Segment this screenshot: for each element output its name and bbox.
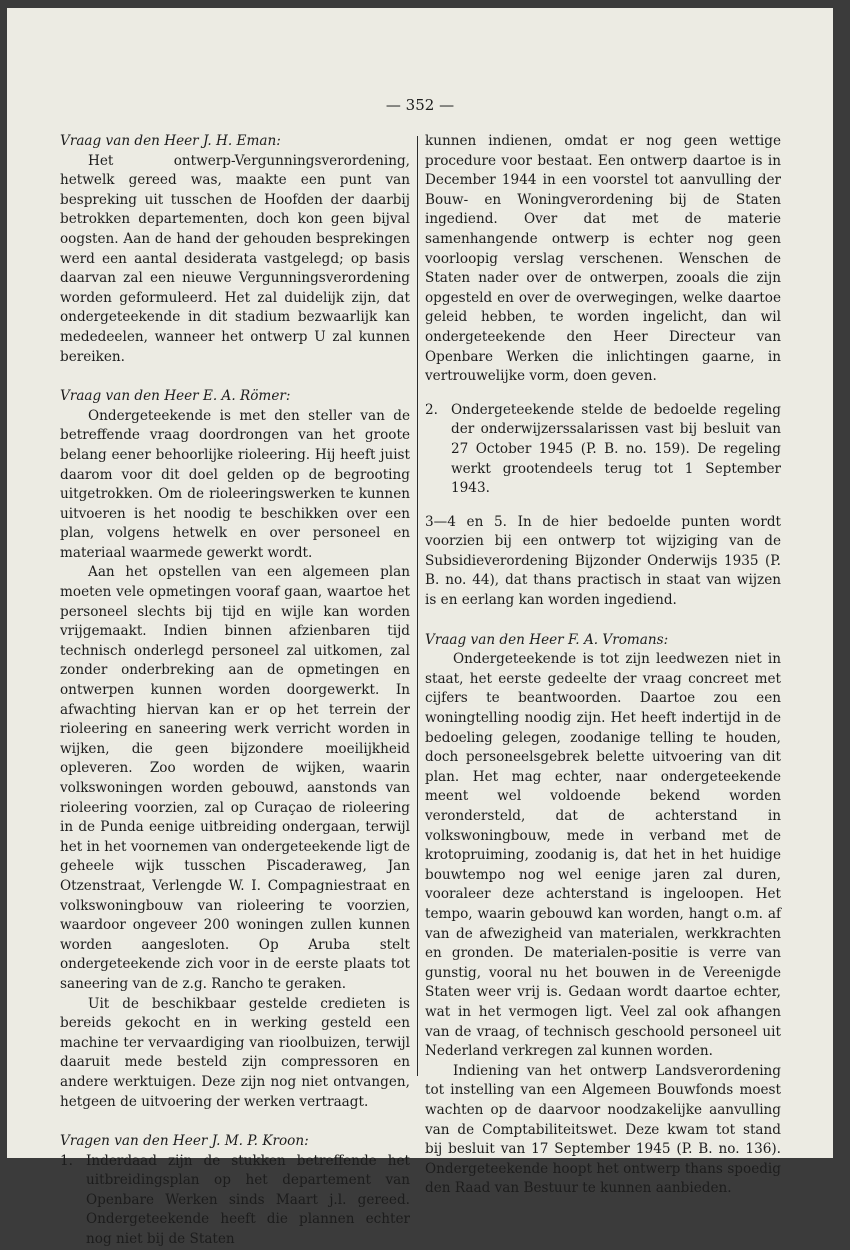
page-number: — 352 — (385, 96, 455, 114)
answer-paragraph: Ondergeteekende is tot zijn leedwezen niet in staat, het eerste gedeelte der vraag concreet met cijfers te beantwoorden. Daartoe zou een woningtelling noodig zijn. Het heeft indertijd in de bedoeling gelegen, zoodanige telling te houden, doch personeelsgebrek belette uitvoering van dit plan. Het mag echter, naar ondergeteekende meent wel voldoende bekend worden verondersteld, dat de achterstand in volkswoningbouw, mede in verband met de krotopruiming, zoodanig is, dat het in het huidige bouwtempo nog wel eenige jaren zal duren, vooraleer deze achterstand is ingeloopen. Het tempo, waarin gebouwd kan worden, hangt o.m. af van de afwezigheid van materialen, werkkrachten en gronden. De materialen-positie is verre van gunstig, vooral nu het bouwen in de Vereenigde Staten weer vrij is. Gedaan wordt daartoe echter, wat in het vermogen ligt. Veel zal ook afhangen van de vraag, of technisch geschoold personeel uit Nederland verkregen zal kunnen worden. (425, 651, 781, 1060)
answer-paragraph: Het ontwerp-Vergunningsverordening, hetwelk gereed was, maakte een punt van bespreking uit tusschen de Hoofden der daarbij betrokken departementen, doch kon geen bijval oogsten. Aan de hand der gehouden besprekingen werd een aantal desiderata vastgelegd; op basis daarvan zal een nieuwe Vergunningsverordening worden geformuleerd. Het zal duidelijk zijn, dat ondergeteekende in dit stadium bezwaarlijk kan mededeelen, wanneer het ontwerp U zal kunnen bereiken. (60, 152, 410, 365)
question-heading-romer: Vraag van den Heer E. A. Römer: (60, 388, 291, 405)
item-text: In de hier bedoelde punten wordt voorzien bij een ontwerp tot wijziging van de Subsidieverordening Bijzonder Onderwijs 1935 (P. B. no. 44), dat thans practisch in staat van wijzen is en eerlang kan worden ingediend. (425, 513, 781, 609)
answer-paragraph: Uit de beschikbaar gestelde credieten is bereids gekocht en in werking gesteld een machine ter vervaardiging van rioolbuizen, terwijl daaruit mede besteld zijn compressoren en andere werktuigen. Deze zijn nog niet ontvangen, hetgeen de uitvoering der werken vertraagt. (60, 995, 410, 1110)
question-heading-vromans: Vraag van den Heer F. A. Vromans: (425, 631, 669, 648)
document-page (7, 8, 833, 1248)
answer-paragraph: Aan het opstellen van een algemeen plan moeten vele opmetingen vooraf gaan, waartoe het personeel slechts bij tijd en wijle kan worden vrijgemaakt. Indien binnen afzienbaren tijd technisch onderlegd personeel zal uitkomen, zal zonder onderbreking aan de opmetingen en ontwerpen kunnen worden doorgewerkt. In afwachting hiervan kan er op het terrein der rioleering en saneering werk verricht worden in wijken, die geen bijzondere moeilijkheid opleveren. Zoo worden de wijken, waarin volkswoningen worden gebouwd, aanstonds van rioleering voorzien, zal op Curaçao de rioleering in de Punda eenige uitbreiding ondergaan, terwijl het in het voornemen van ondergeteekende ligt de geheele wijk tusschen Piscaderaweg, Jan Otzenstraat, Verlengde W. I. Compagniestraat en volkswoningbouw van rioleering te voorzien, waardoor ongeveer 200 woningen zullen kunnen worden aangesloten. Op Aruba stelt ondergeteekende zich voor in de eerste plaats tot saneering van de z.g. Rancho te geraken. (60, 564, 410, 992)
numbered-answer-1 (60, 1152, 410, 1250)
answer-paragraph: Ondergeteekende is met den steller van de betreffende vraag doordrongen van het groote belang eener behoorlijke rioleering. Hij heeft juist daarom voor dit doel gelden op de begrooting uitgetrokken. Om de rioleeringswerken te kunnen uitvoeren is het noodig te beschikken over een plan, volgens hetwelk en over personeel en materiaal waarmede gewerkt wordt. (60, 407, 410, 561)
item-text: Ondergeteekende stelde de bedoelde regeling der onderwijzerssalarissen vast bij besluit van 27 October 1945 (P. B. no. 159). De regeling werkt grootendeels terug tot 1 September 1943. (451, 401, 781, 497)
question-heading-eman: Vraag van den Heer J. H. Eman: (60, 133, 281, 149)
item-number: 2. (425, 401, 438, 418)
item-number: 1. (60, 1152, 73, 1169)
numbered-answer-3-5 (425, 513, 781, 611)
item-text-with-number (425, 513, 781, 611)
answer-paragraph: Indiening van het ontwerp Landsverordening tot instelling van een Algemeen Bouwfonds moest wachten op de daarvoor noodzakelijke aanvulling van de Comptabiliteitswet. Deze kwam tot stand bij besluit van 17 September 1945 (P. B. no. 136). Ondergeteekende hoopt het ontwerp thans spoedig den Raad van Bestuur te kunnen aanbieden. (425, 1062, 781, 1197)
question-heading-kroon: Vragen van den Heer J. M. P. Kroon: (60, 1133, 309, 1150)
item-number: 3—4 en 5. (425, 513, 507, 530)
numbered-answer-2 (425, 401, 781, 499)
item-text: Inderdaad zijn de stukken betreffende het uitbreidingsplan op het departement van Openbare Werken sinds Maart j.l. gereed. Ondergeteekende heeft die plannen echter nog niet bij de Staten (86, 1152, 410, 1248)
column-divider (417, 136, 418, 1076)
right-column (425, 132, 781, 1199)
continued-paragraph: kunnen indienen, omdat er nog geen wettige procedure voor bestaat. Een ontwerp daartoe is in December 1944 in een voorstel tot aanvulling der Bouw- en Woningverordening bij de Staten ingediend. Over dat met de materie samenhangende ontwerp is echter nog geen voorloopig verslag verschenen. Wenschen de Staten nader over de ontwerpen, zooals die zijn opgesteld en over de overwegingen, welke daartoe geleid hebben, te worden ingelicht, dan wil ondergeteekende den Heer Directeur van Openbare Werken die inlichtingen gaarne, in vertrouwelijke vorm, doen geven. (425, 133, 781, 385)
left-column (60, 132, 410, 1250)
